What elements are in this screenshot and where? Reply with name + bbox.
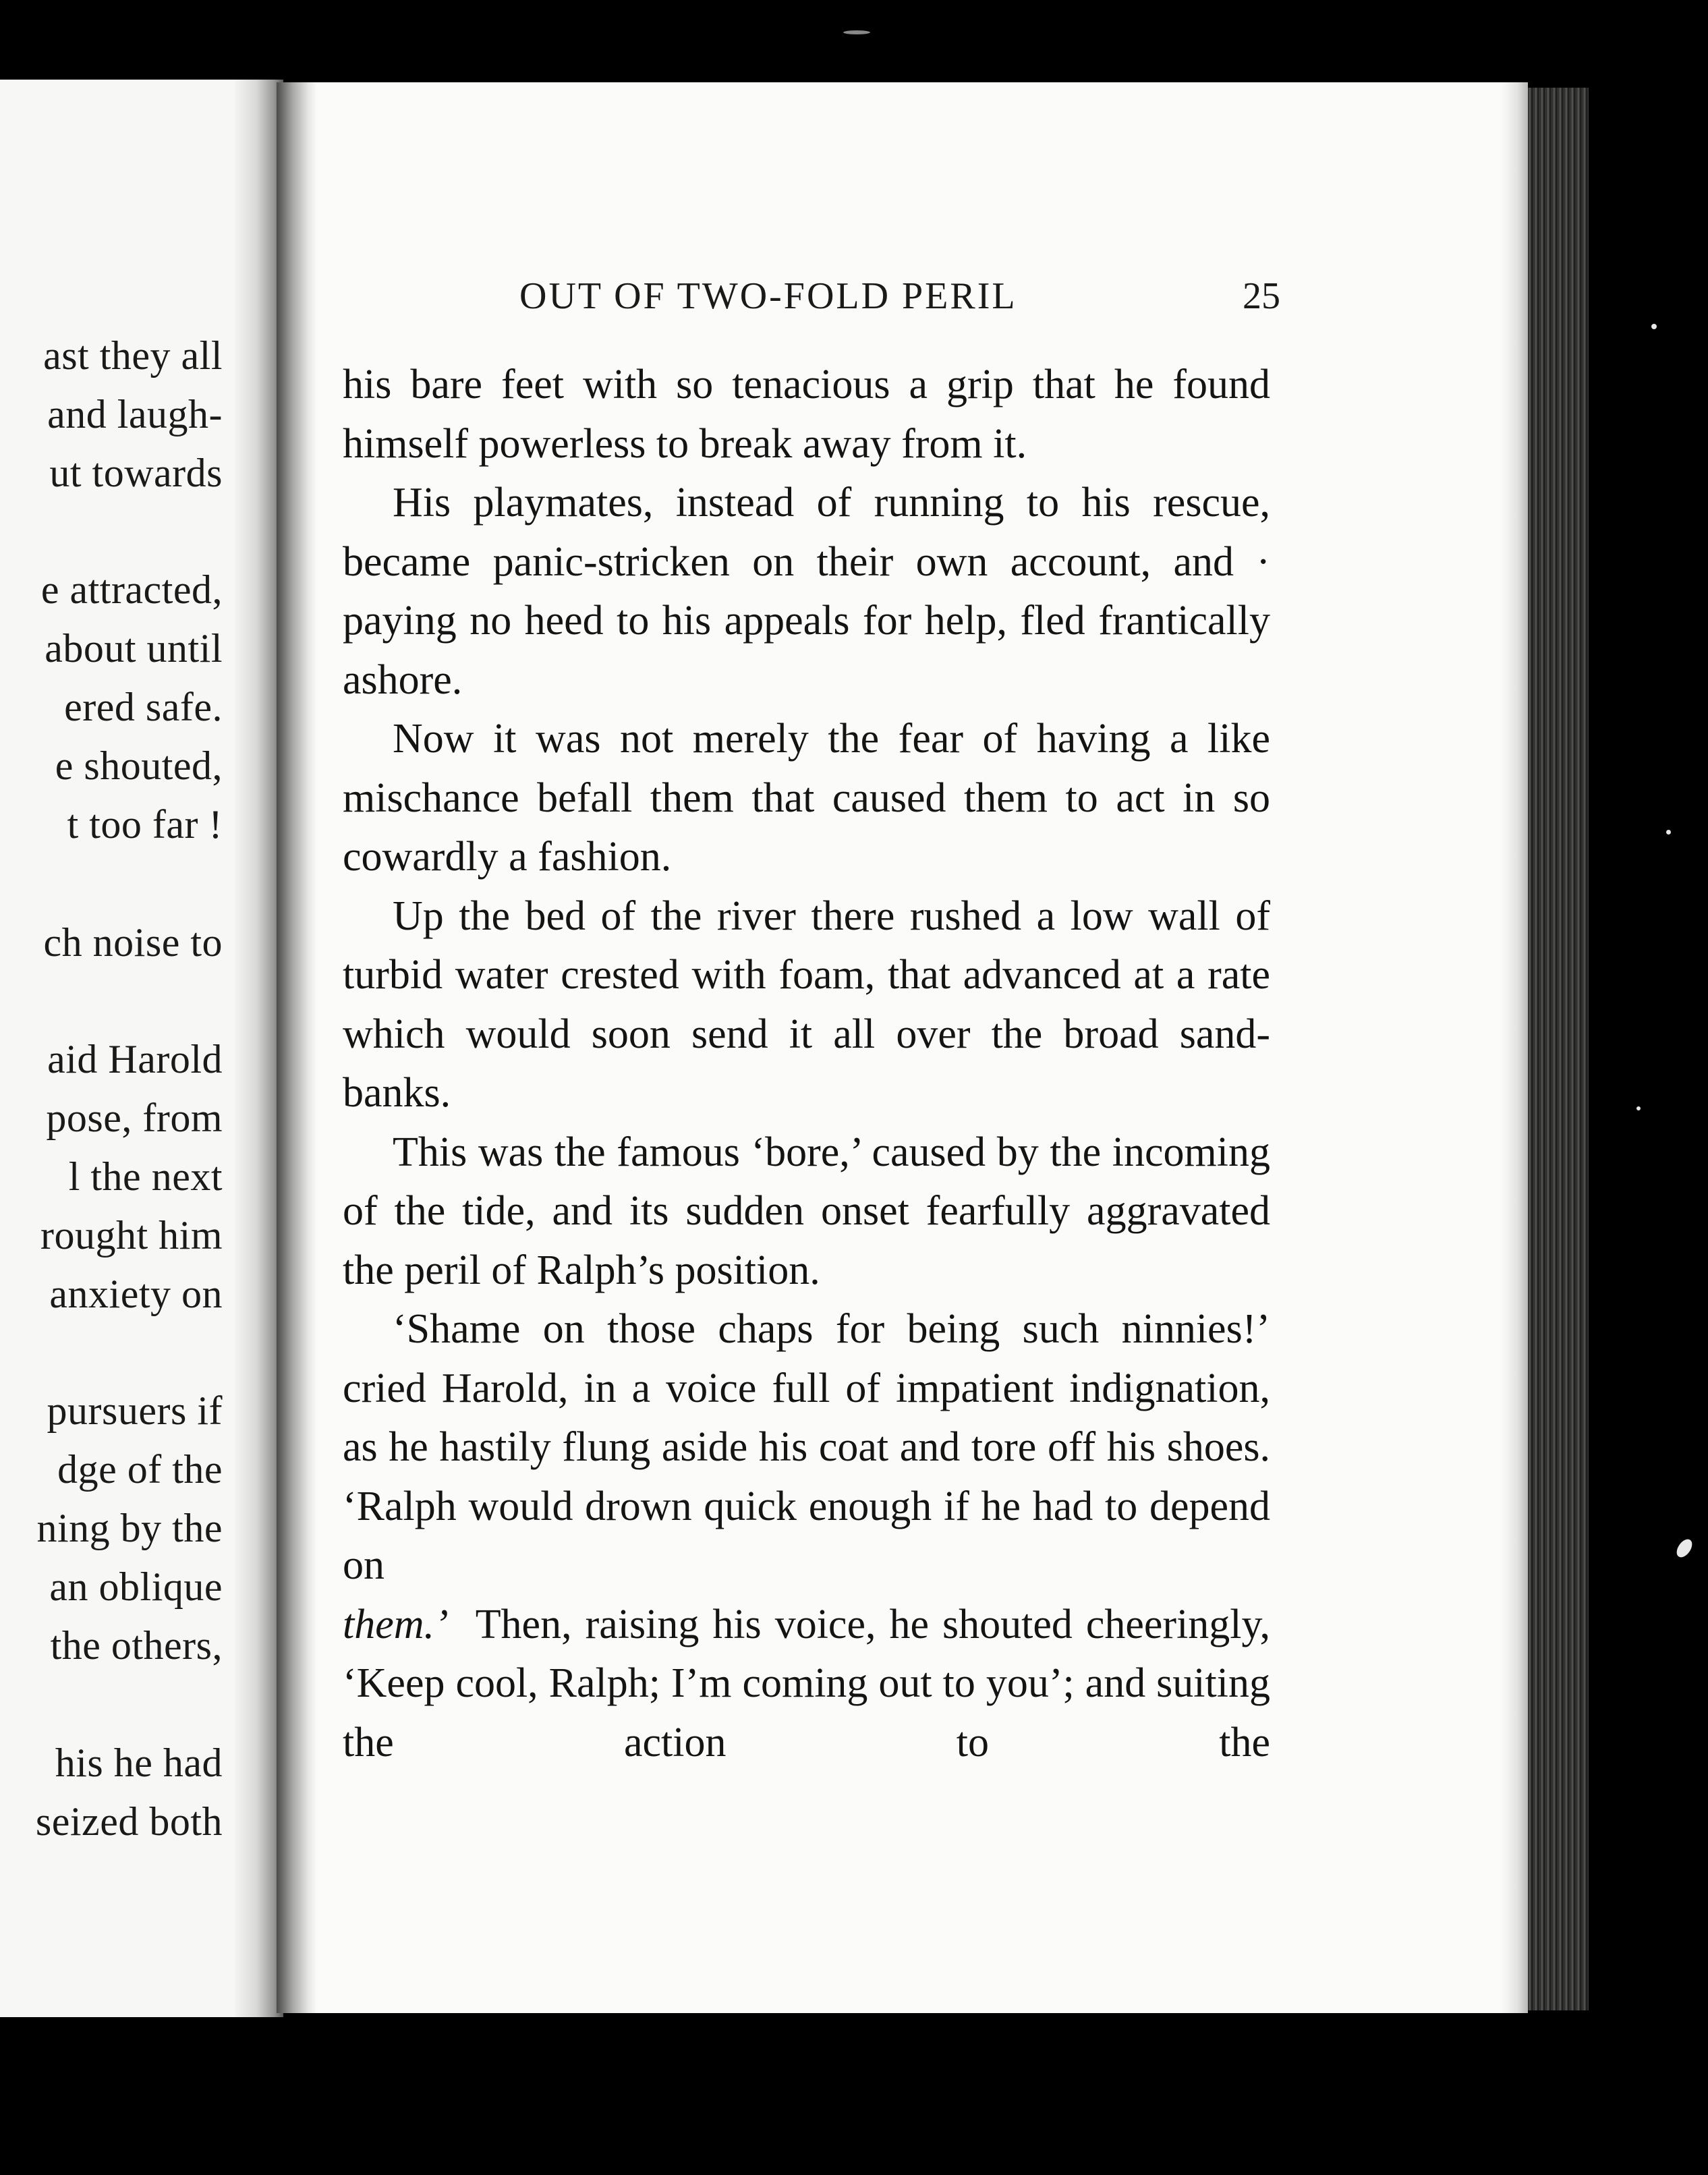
paragraph: His playmates, instead of running to his rescue, became panic-stricken on their own account, and · paying no heed to his appeals for help, fled frantically ashore. [343, 480, 1270, 703]
gutter-shadow [277, 82, 317, 2013]
facing-line: rought him [40, 1213, 223, 1258]
facing-line: and laugh- [47, 392, 223, 436]
scan-speck [1674, 1537, 1695, 1560]
facing-line: about until [45, 626, 223, 671]
emphasis: them.’ [343, 1601, 449, 1647]
paragraph: Now it was not merely the fear of having a like mischance befall them that caused them to act in so cowardly a fashion. [343, 716, 1270, 880]
paragraph: This was the famous ‘bore,’ caused by the incoming of the tide, and its sudden onset fearfully aggravated the peril of Ralph’s position. [343, 1129, 1270, 1293]
facing-line: aid Harold [47, 1037, 223, 1081]
page-edge [1501, 82, 1528, 2013]
facing-line: pursuers if [47, 1388, 223, 1433]
facing-line: ast they all [43, 333, 223, 378]
facing-line: ch noise to [43, 920, 223, 965]
facing-line: e shouted, [55, 743, 223, 788]
facing-line: ered safe. [64, 685, 223, 729]
facing-line: l the next [68, 1154, 223, 1199]
facing-line: the others, [50, 1623, 223, 1668]
paragraph-text: Then, raising his voice, he shouted cheeringly, ‘Keep cool, Ralph; I’m coming out to you’; and suiting the action to the [343, 1601, 1270, 1766]
paragraph: ‘Shame on those chaps for being such ninnies!’ cried Harold, in a voice full of impatient indignation, as he hastily flung aside his coat and tore off his shoes. ‘Ralph would drown quick enough if he had to depend on [343, 1306, 1270, 1588]
facing-line: e attracted, [40, 567, 223, 612]
facing-line: ning by the [36, 1506, 223, 1550]
running-head: OUT OF TWO-FOLD PERIL [519, 275, 1017, 317]
facing-line: anxiety on [49, 1272, 223, 1316]
facing-line: his he had [55, 1741, 223, 1785]
scan-speck [843, 30, 870, 34]
facing-line: seized both [35, 1799, 223, 1844]
page-number: 25 [1243, 275, 1280, 317]
book-block-edge [1528, 88, 1589, 2010]
facing-line: ut towards [49, 451, 223, 495]
paragraph-continuation [343, 1595, 1270, 1773]
scan-speck [1651, 324, 1657, 329]
facing-page [0, 80, 283, 2017]
paragraph: Up the bed of the river there rushed a low wall of turbid water crested with foam, that advanced at a rate which would soon send it all over the broad sand-banks. [343, 893, 1270, 1116]
scan-speck [1636, 1106, 1641, 1110]
book-page [277, 82, 1528, 2013]
paragraph: his bare feet with so tenacious a grip that he found himself powerless to break away from it. [343, 362, 1270, 467]
scan-speck [1666, 830, 1671, 835]
facing-line: dge of the [57, 1447, 223, 1492]
body-text [343, 356, 1270, 1772]
facing-line: t too far ! [67, 802, 223, 847]
facing-line: pose, from [46, 1096, 223, 1140]
facing-line: an oblique [49, 1564, 223, 1609]
